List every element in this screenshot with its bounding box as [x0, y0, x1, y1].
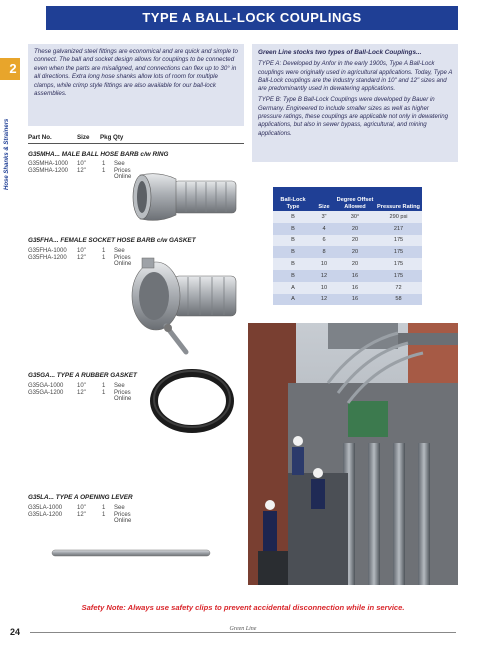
cell: 58: [375, 294, 422, 306]
cell: B: [273, 258, 313, 270]
pkg: 1: [102, 511, 106, 518]
cell: 290 psi: [375, 211, 422, 223]
cell: 16: [335, 294, 375, 306]
size: 12": [77, 389, 86, 396]
qty: Prices: [114, 167, 131, 174]
cell: 6: [313, 235, 335, 247]
opening-lever-image: [50, 546, 214, 560]
pkg: 1: [102, 161, 106, 167]
cell: 12: [313, 270, 335, 282]
cell: 3": [313, 211, 335, 223]
column-header-size: Size: [77, 134, 90, 141]
cell: 217: [375, 223, 422, 235]
qty: Prices: [114, 511, 131, 518]
part-number: G35MHA-1000: [28, 161, 69, 167]
cell: 20: [335, 223, 375, 235]
cell: 8: [313, 246, 335, 258]
column-header-pkg: Pkg: [100, 134, 112, 141]
table-row: [273, 211, 422, 223]
spec-header-type: Ball-Lock Type: [273, 187, 313, 211]
pkg: 1: [102, 248, 106, 254]
qty: Online: [114, 174, 132, 181]
size: 10": [77, 161, 86, 167]
product-title-la: G35LA... TYPE A OPENING LEVER: [28, 494, 133, 501]
cell: B: [273, 270, 313, 282]
qty: See: [114, 248, 125, 254]
cell: 20: [335, 235, 375, 247]
female-socket-hose-barb-image: [128, 252, 240, 360]
cell: 175: [375, 270, 422, 282]
cell: 30°: [335, 211, 375, 223]
cell: 10: [313, 282, 335, 294]
pkg: 1: [102, 505, 106, 511]
size: 12": [77, 167, 86, 174]
page-number: 24: [10, 627, 21, 637]
table-row: [273, 282, 422, 294]
dewatering-site-photo: [248, 323, 458, 585]
spec-header-size: Size: [313, 187, 335, 211]
product-title-mha: G35MHA... MALE BALL HOSE BARB c/w RING: [28, 151, 169, 158]
qty: Prices: [114, 389, 131, 396]
part-number: G35GA-1200: [28, 389, 64, 396]
cell: 175: [375, 235, 422, 247]
qty: See: [114, 505, 125, 511]
cell: 175: [375, 258, 422, 270]
part-number: G35MHA-1200: [28, 167, 69, 174]
size: 10": [77, 248, 86, 254]
qty: Online: [114, 261, 132, 268]
type-b-description: TYPE B: Type B Ball-Lock Couplings were developed by Bauer in Germany. Engineered to include smaller sizes as well as higher pressure ratings, these couplings are applicable not only in dewatering applications, but also in sewer bypass, agricultural, and mining applications.: [258, 96, 449, 137]
spec-header-offset: Degree Offset Allowed: [335, 187, 375, 211]
male-ball-hose-barb-image: [130, 167, 240, 227]
cell: 10: [313, 258, 335, 270]
qty: See: [114, 383, 125, 389]
part-number: G35GA-1000: [28, 383, 64, 389]
cell: B: [273, 211, 313, 223]
table-row: [273, 223, 422, 235]
size: 12": [77, 511, 86, 518]
product-title-ga: G35GA... TYPE A RUBBER GASKET: [28, 372, 137, 379]
footer-rule: [30, 632, 456, 633]
cell: B: [273, 246, 313, 258]
section-number: 2: [9, 61, 17, 76]
ball-lock-spec-table: [273, 187, 422, 305]
rubber-gasket-image: [148, 368, 236, 434]
green-line-text: [258, 49, 454, 141]
pkg: 1: [102, 383, 106, 389]
column-header-part: Part No.: [28, 134, 52, 141]
cell: 16: [335, 270, 375, 282]
cell: B: [273, 235, 313, 247]
pkg: 1: [102, 254, 106, 261]
footer-brand: Green Line: [214, 626, 272, 632]
cell: 4: [313, 223, 335, 235]
cell: 16: [335, 282, 375, 294]
intro-text: These galvanized steel fittings are economical and are quick and simple to connect. The ball and socket design allows for couplings to be connected even when the parts are misaligned, and connections can flex up to 30° in all directions. Extra long hose shanks allow lots of room for multiple clamps, while crimp style fittings are also available for our ball-lock assemblies.: [34, 48, 238, 98]
size: 12": [77, 254, 86, 261]
table-row: [273, 294, 422, 306]
spec-header-pressure: Pressure Rating: [375, 187, 422, 211]
cell: B: [273, 223, 313, 235]
section-label: Hose Shanks & Strainers: [4, 118, 10, 190]
cell: A: [273, 294, 313, 306]
part-number: G35FHA-1000: [28, 248, 67, 254]
size: 10": [77, 383, 86, 389]
cell: 20: [335, 246, 375, 258]
column-header-rule: [28, 143, 244, 144]
table-row: [273, 235, 422, 247]
type-a-description: TYPE A: Developed by Anfor in the early 1900s, Type A Ball-Lock couplings were originally used in agricultural applications. Today, Type A Ball-Lock couplings are the industry standard in 10" and 12" sizes and are predominantly used in dewatering applications.: [258, 60, 453, 93]
pkg: 1: [102, 167, 106, 174]
cell: 12: [313, 294, 335, 306]
cell: 72: [375, 282, 422, 294]
qty: Online: [114, 518, 132, 525]
part-number: G35FHA-1200: [28, 254, 67, 261]
table-row: [273, 258, 422, 270]
safety-note: Safety Note: Always use safety clips to prevent accidental disconnection while in service.: [81, 603, 405, 612]
table-row: [273, 246, 422, 258]
spec-header-row: [273, 187, 422, 211]
product-title-fha: G35FHA... FEMALE SOCKET HOSE BARB c/w GASKET: [28, 237, 196, 244]
part-number: G35LA-1000: [28, 505, 63, 511]
qty: Prices: [114, 254, 131, 261]
qty: See: [114, 161, 125, 167]
pkg: 1: [102, 389, 106, 396]
table-row: [273, 270, 422, 282]
cell: A: [273, 282, 313, 294]
page-title: TYPE A BALL-LOCK COUPLINGS: [142, 10, 362, 25]
part-number: G35LA-1200: [28, 511, 63, 518]
green-line-heading: Green Line stocks two types of Ball-Lock Couplings...: [258, 49, 422, 56]
qty: Online: [114, 396, 132, 403]
cell: 20: [335, 258, 375, 270]
size: 10": [77, 505, 86, 511]
column-header-qty: Qty: [113, 134, 124, 141]
cell: 175: [375, 246, 422, 258]
